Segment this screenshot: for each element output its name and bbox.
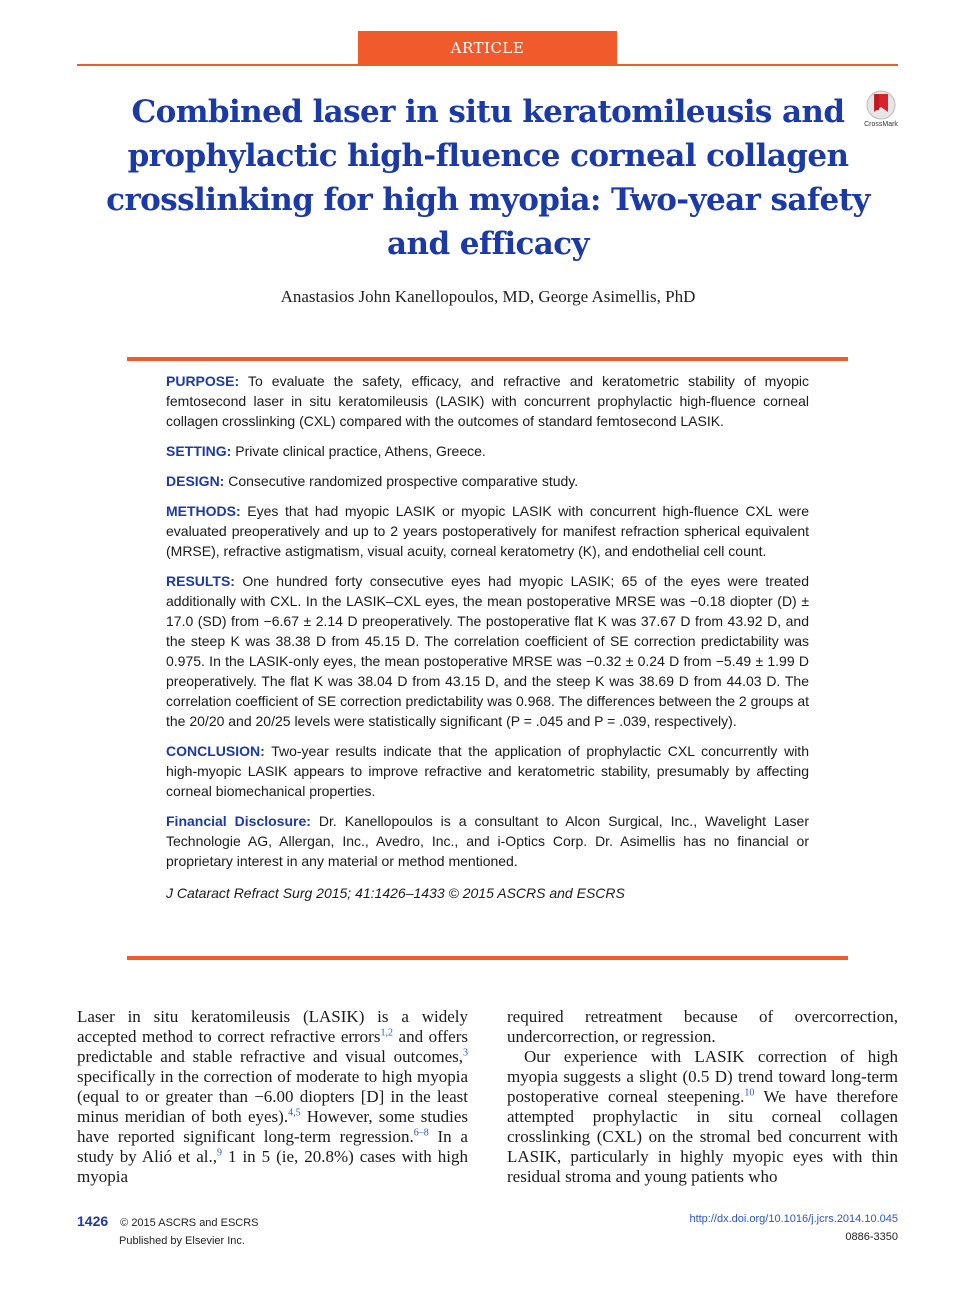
conclusion-text: Two-year results indicate that the application of prophylactic CXL concurrently with high-myopic LASIK appears to improve refractive and keratometric stability, presumably by affecting corneal biomechanical properties.: [166, 743, 809, 799]
disclosure-label: Financial Disclosure:: [166, 813, 311, 829]
intro-paragraph: [77, 1007, 468, 1187]
results-label: RESULTS:: [166, 573, 235, 589]
body-text: 1 in 5 (ie, 20.8%) cases with high myopia: [77, 1147, 468, 1186]
setting-label: SETTING:: [166, 443, 232, 459]
design-label: DESIGN:: [166, 473, 225, 489]
methods-text: Eyes that had myopic LASIK or myopic LASIK with concurrent high-fluence CXL were evaluated preoperatively and up to 2 years postoperatively for manifest refraction spherical equivalent (MRSE), refractive astigmatism, visual acuity, corneal keratometry (K), and endothelial cell count.: [166, 503, 810, 559]
abstract-methods: [166, 501, 809, 561]
reference-link[interactable]: 1,2: [380, 1027, 393, 1039]
crossmark-label: CrossMark: [864, 121, 898, 128]
disclosure-text: Dr. Kanellopoulos is a consultant to Alcon Surgical, Inc., Wavelight Laser Technologie AG, Allergan, Inc., Avedro, Inc., and i-Optics Corp. Dr. Asimellis has no financial or proprietary interest in any material or method mentioned.: [166, 813, 810, 869]
abstract-disclosure: [166, 811, 809, 871]
journal-citation: J Cataract Refract Surg 2015; 41:1426–1433 © 2015 ASCRS and ESCRS: [166, 885, 625, 901]
body-column-right: [507, 1007, 898, 1187]
setting-text: Private clinical practice, Athens, Greece.: [235, 443, 486, 459]
body-text: However, some studies have reported significant long-term regression.: [77, 1107, 468, 1146]
purpose-label: PURPOSE:: [166, 373, 240, 389]
body-text: Laser in situ keratomileusis (LASIK) is a widely accepted method to correct refractive errors: [77, 1007, 468, 1046]
body-text: and offers predictable and stable refractive and visual outcomes,: [77, 1027, 468, 1066]
purpose-text: To evaluate the safety, efficacy, and refractive and keratometric stability of myopic femtosecond laser in situ keratomileusis (LASIK) with concurrent prophylactic high-fluence corneal collagen crosslinking (CXL) compared with the outcomes of standard femtosecond LASIK.: [166, 373, 809, 429]
abstract-setting: [166, 441, 809, 461]
body-text: specifically in the correction of moderate to high myopia (equal to or greater than −6.00 diopters [D] in the least minus meridian of both eyes).: [77, 1067, 468, 1126]
abstract-bottom-rule: [127, 956, 848, 960]
body-paragraph: required retreatment because of overcorrection, undercorrection, or regression.: [507, 1007, 898, 1046]
abstract-top-rule: [127, 357, 848, 361]
abstract-purpose: [166, 371, 809, 431]
reference-link[interactable]: 3: [463, 1047, 468, 1059]
article-type-tag: ARTICLE: [358, 31, 617, 65]
authors: Anastasios John Kanellopoulos, MD, George Asimellis, PhD: [280, 287, 696, 306]
body-column-left: [77, 1007, 468, 1187]
reference-link[interactable]: 10: [744, 1087, 755, 1099]
issn: 0886-3350: [845, 1231, 898, 1243]
body-text: Our experience with LASIK correction of high myopia suggests a slight (0.5 D) trend toward long-term postoperative corneal steepening.: [507, 1047, 898, 1106]
methods-label: METHODS:: [166, 503, 241, 519]
reference-link[interactable]: 4,5: [288, 1107, 301, 1119]
header-divider: [77, 64, 898, 66]
doi-link[interactable]: http://dx.doi.org/10.1016/j.jcrs.2014.10.045: [689, 1213, 898, 1225]
footer-left: [77, 1213, 477, 1247]
abstract-results: [166, 571, 809, 731]
abstract: [166, 371, 809, 913]
body-text: We have therefore attempted prophylactic in situ corneal collagen crosslinking (CXL) on the stromal bed concurrent with LASIK, particularly in highly myopic eyes with thin residual stroma and young patients who: [507, 1087, 898, 1186]
abstract-design: [166, 471, 809, 491]
footer-right: [498, 1213, 898, 1243]
publisher: Published by Elsevier Inc.: [119, 1235, 245, 1247]
page-number: 1426: [77, 1213, 109, 1229]
results-text: One hundred forty consecutive eyes had myopic LASIK; 65 of the eyes were treated additionally with CXL. In the LASIK–CXL eyes, the mean postoperative MRSE was −0.18 diopter (D) ± 17.0 (SD) from −6.67 ± 2.14 D preoperatively. The postoperative flat K was 37.67 D from 43.92 D, and the steep K was 38.38 D from 45.15 D. The correlation coefficient of SE correction predictability was 0.975. In the LASIK-only eyes, the mean postoperative MRSE was −0.32 ± 0.24 D from −5.49 ± 1.99 D preoperatively. The flat K was 38.04 D from 43.15 D, and the steep K was 38.69 D from 44.03 D. The correlation coefficient of SE correction predictability was 0.968. The differences between the 2 groups at the 20/20 and 20/25 levels were statistically significant (P = .045 and P = .039, respectively).: [166, 573, 810, 729]
reference-link[interactable]: 6–8: [413, 1127, 429, 1139]
article-title: Combined laser in situ keratomileusis and prophylactic high-fluence corneal collagen crosslinking for high myopia: Two-year safety and efficacy: [106, 94, 870, 262]
body-text: In a study by Alió et al.,: [77, 1127, 468, 1166]
reference-link[interactable]: 9: [217, 1147, 223, 1159]
body-paragraph: [507, 1047, 898, 1187]
abstract-conclusion: [166, 741, 809, 801]
copyright: © 2015 ASCRS and ESCRS: [120, 1217, 259, 1229]
conclusion-label: CONCLUSION:: [166, 743, 265, 759]
design-text: Consecutive randomized prospective comparative study.: [228, 473, 579, 489]
